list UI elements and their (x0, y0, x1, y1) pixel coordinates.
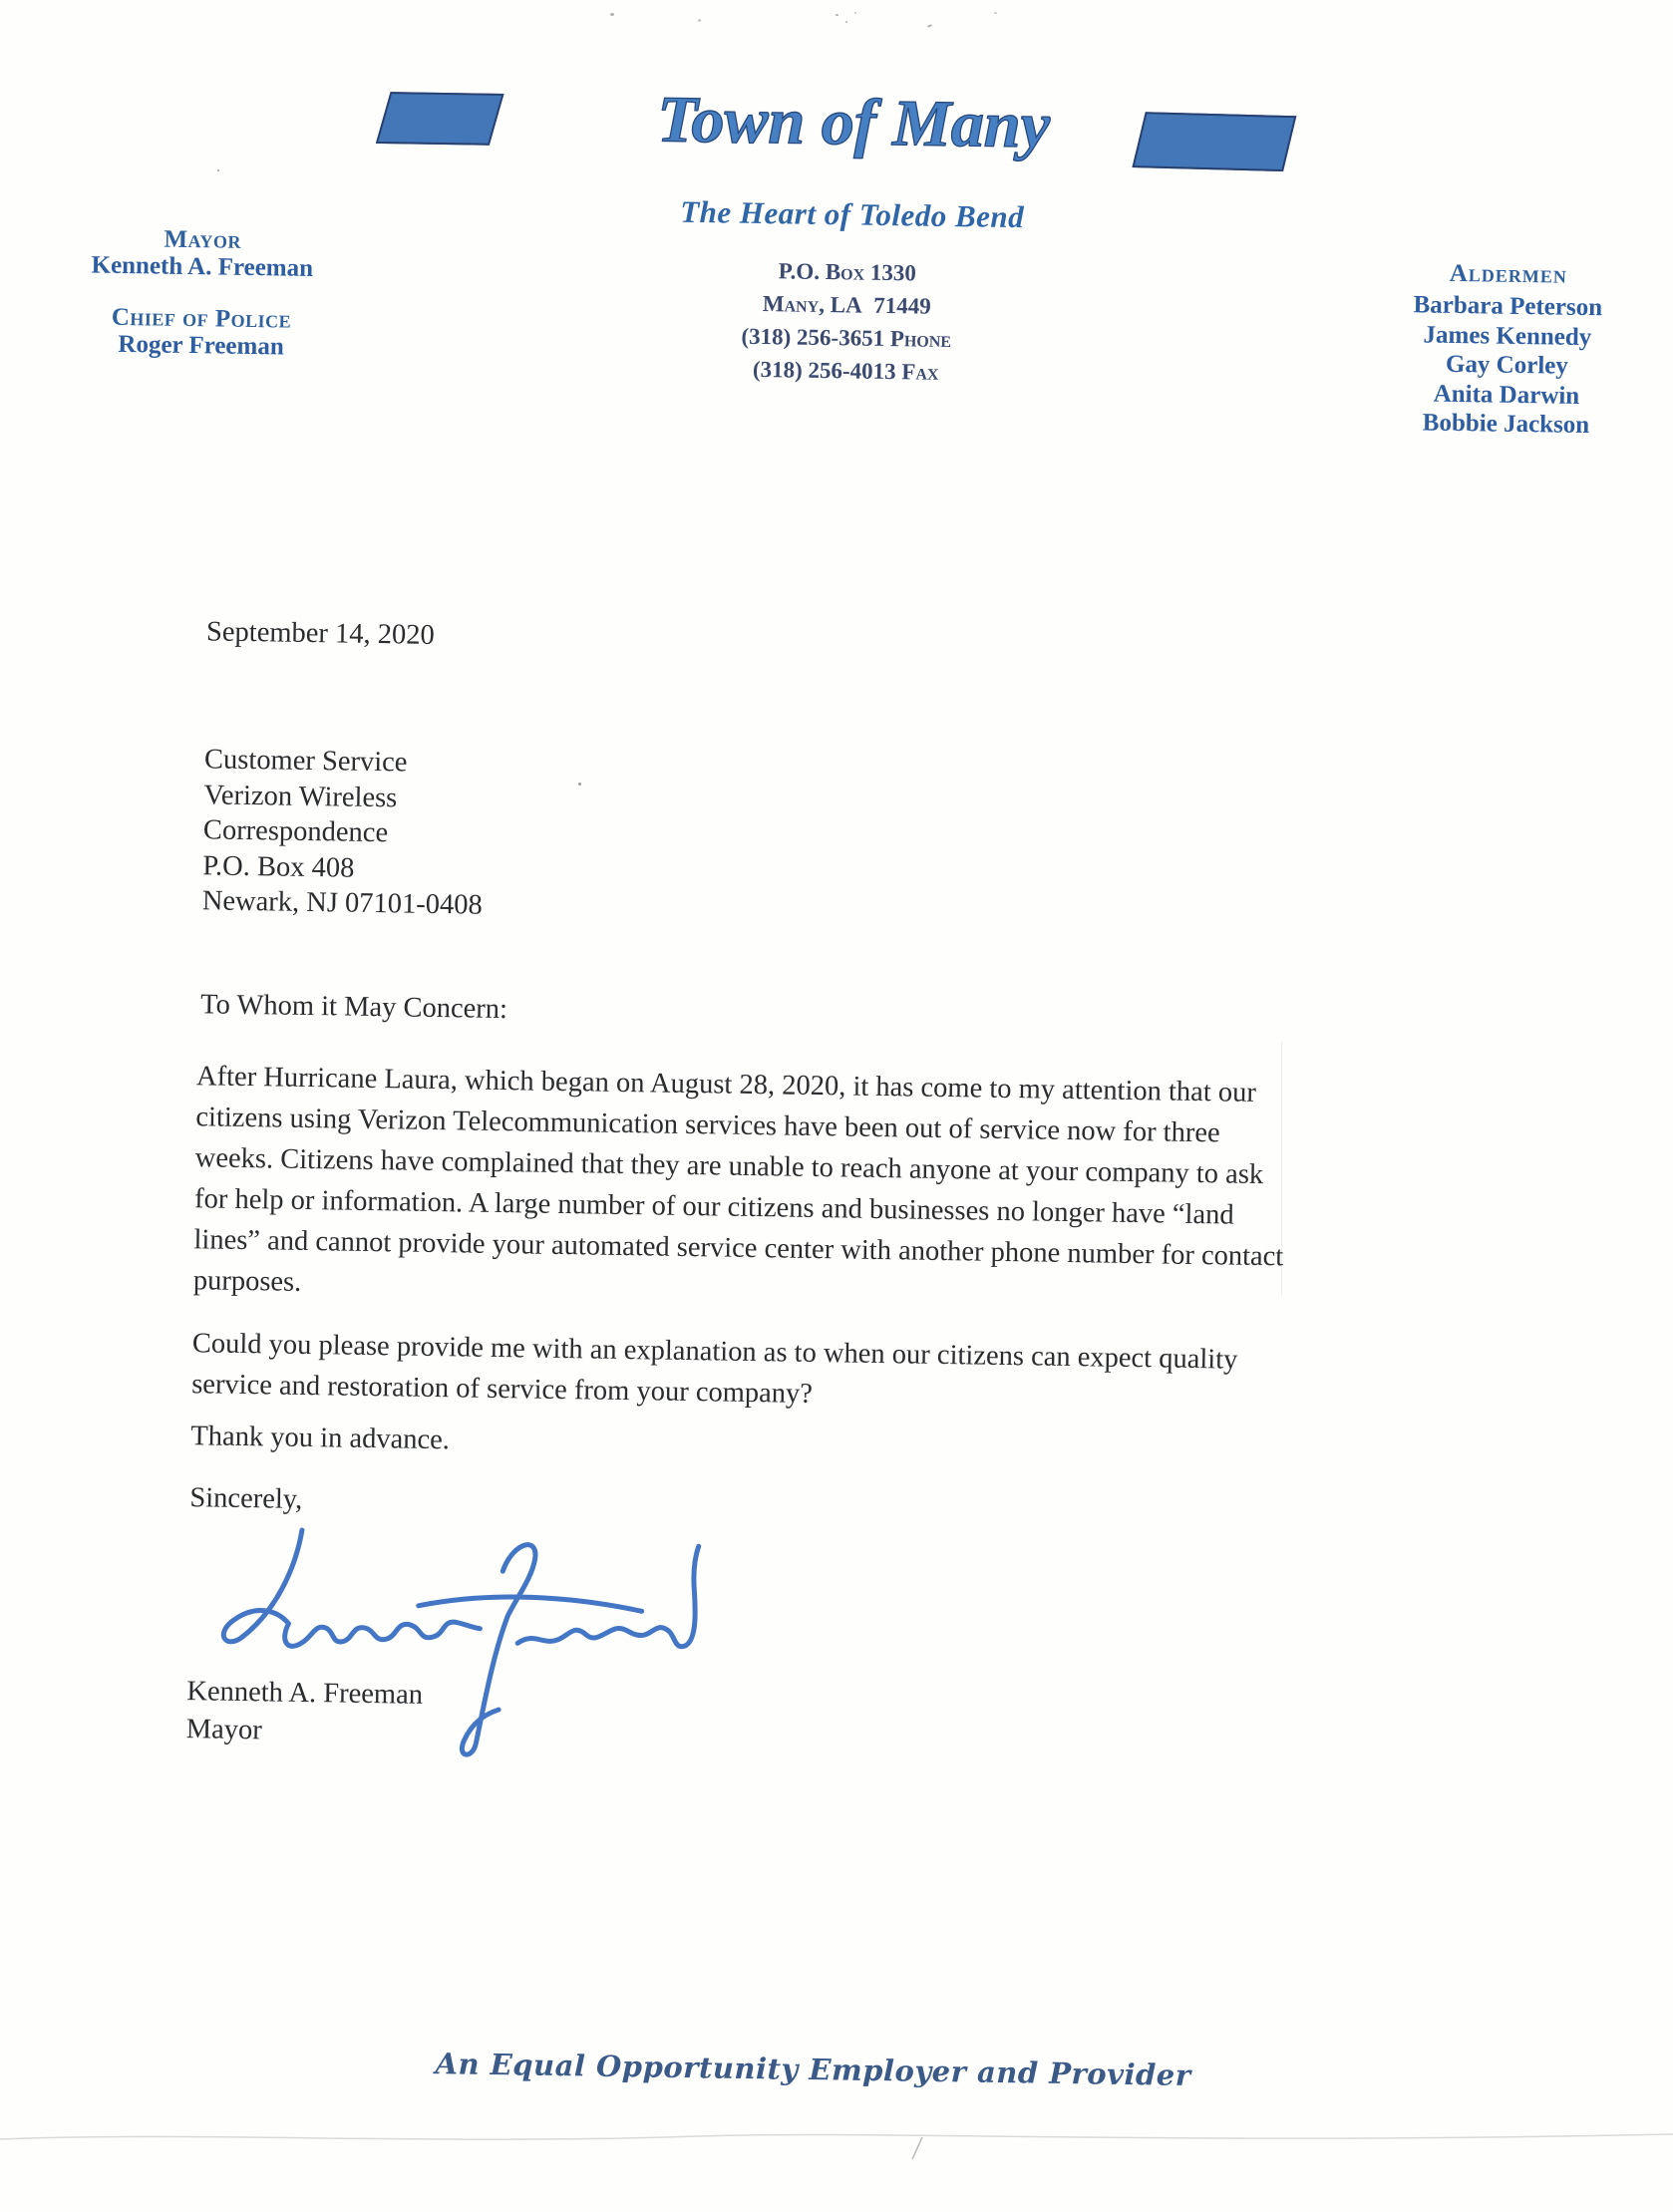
recipient-line: Verizon Wireless (203, 779, 398, 813)
paragraph-2-line: Could you please provide me with an explanation as to when our citizens can expect quality (191, 1328, 1238, 1376)
paragraph-1-line: lines” and cannot provide your automated service center with another phone number for contact (193, 1224, 1284, 1273)
scan-speck (217, 169, 219, 171)
scan-speck (836, 14, 838, 16)
thanks-line: Thank you in advance. (190, 1421, 451, 1456)
letterhead-phone: (318) 256-3651 Phone (741, 323, 952, 353)
letterhead-left-bar-shape (376, 92, 504, 146)
recipient-line: P.O. Box 408 (202, 849, 355, 884)
mayor-heading: Mayor (164, 225, 242, 254)
scan-speck (610, 13, 614, 16)
chief-of-police-heading: Chief of Police (111, 303, 292, 334)
scan-paper-crease (0, 2127, 1673, 2167)
recipient-address-block (202, 742, 486, 923)
letterhead-tagline: The Heart of Toledo Bend (679, 193, 1025, 235)
letterhead-fax: (318) 256-4013 Fax (752, 356, 939, 385)
letterhead-po-box: P.O. Box 1330 (778, 258, 917, 286)
recipient-line: Correspondence (202, 814, 389, 849)
footer-eeo-statement: An Equal Opportunity Employer and Provider (435, 2047, 1191, 2093)
alderman-name: James Kennedy (1423, 320, 1592, 351)
paragraph-1-line: citizens using Verizon Telecommunication services have been out of service now for three (195, 1102, 1220, 1149)
recipient-line: Customer Service (203, 744, 408, 779)
paragraph-2-line: service and restoration of service from your company? (190, 1369, 814, 1410)
paragraph-1-line: purposes. (192, 1265, 302, 1298)
scan-speck (845, 21, 847, 23)
closing-line: Sincerely, (189, 1482, 303, 1515)
paragraph-1 (193, 1056, 1287, 1318)
letter-date: September 14, 2020 (205, 616, 436, 651)
scan-speck (698, 19, 701, 22)
scan-speck (994, 12, 997, 14)
paragraph-1-line: for help or information. A large number of our citizens and businesses no longer have “land (193, 1183, 1234, 1231)
paragraph-1-line: weeks. Citizens have complained that they are unable to reach anyone at your company to ask (194, 1142, 1264, 1191)
paragraph-1-line: After Hurricane Laura, which began on August 28, 2020, it has come to my attention that our (195, 1061, 1257, 1108)
aldermen-list (1379, 290, 1634, 441)
scan-fold-line (1281, 1042, 1282, 1296)
letter-body (179, 607, 1435, 1872)
signer-title: Mayor (185, 1714, 262, 1746)
mayor-name: Kenneth A. Freeman (91, 251, 314, 282)
alderman-name: Barbara Peterson (1413, 291, 1603, 322)
salutation: To Whom it May Concern: (199, 989, 508, 1026)
alderman-name: Gay Corley (1445, 350, 1569, 380)
chief-of-police-name: Roger Freeman (118, 330, 284, 361)
scan-speck (578, 783, 581, 786)
signer-name: Kenneth A. Freeman (186, 1676, 424, 1711)
letterhead-title: Town of Many (656, 83, 1051, 162)
letterhead-city-state-zip: Many, LA 71449 (762, 291, 931, 319)
letterhead-aldermen-block (1379, 259, 1635, 441)
paragraph-2 (191, 1323, 1238, 1421)
letterhead-officials-left (55, 224, 348, 363)
alderman-name: Bobbie Jackson (1422, 409, 1590, 440)
letterhead-contact-block (636, 252, 1057, 391)
alderman-name: Anita Darwin (1433, 380, 1580, 410)
recipient-line: Newark, NJ 07101-0408 (201, 885, 484, 921)
aldermen-heading: Aldermen (1449, 259, 1568, 289)
scan-speck (854, 12, 856, 14)
letterhead-right-bar-shape (1132, 112, 1296, 171)
